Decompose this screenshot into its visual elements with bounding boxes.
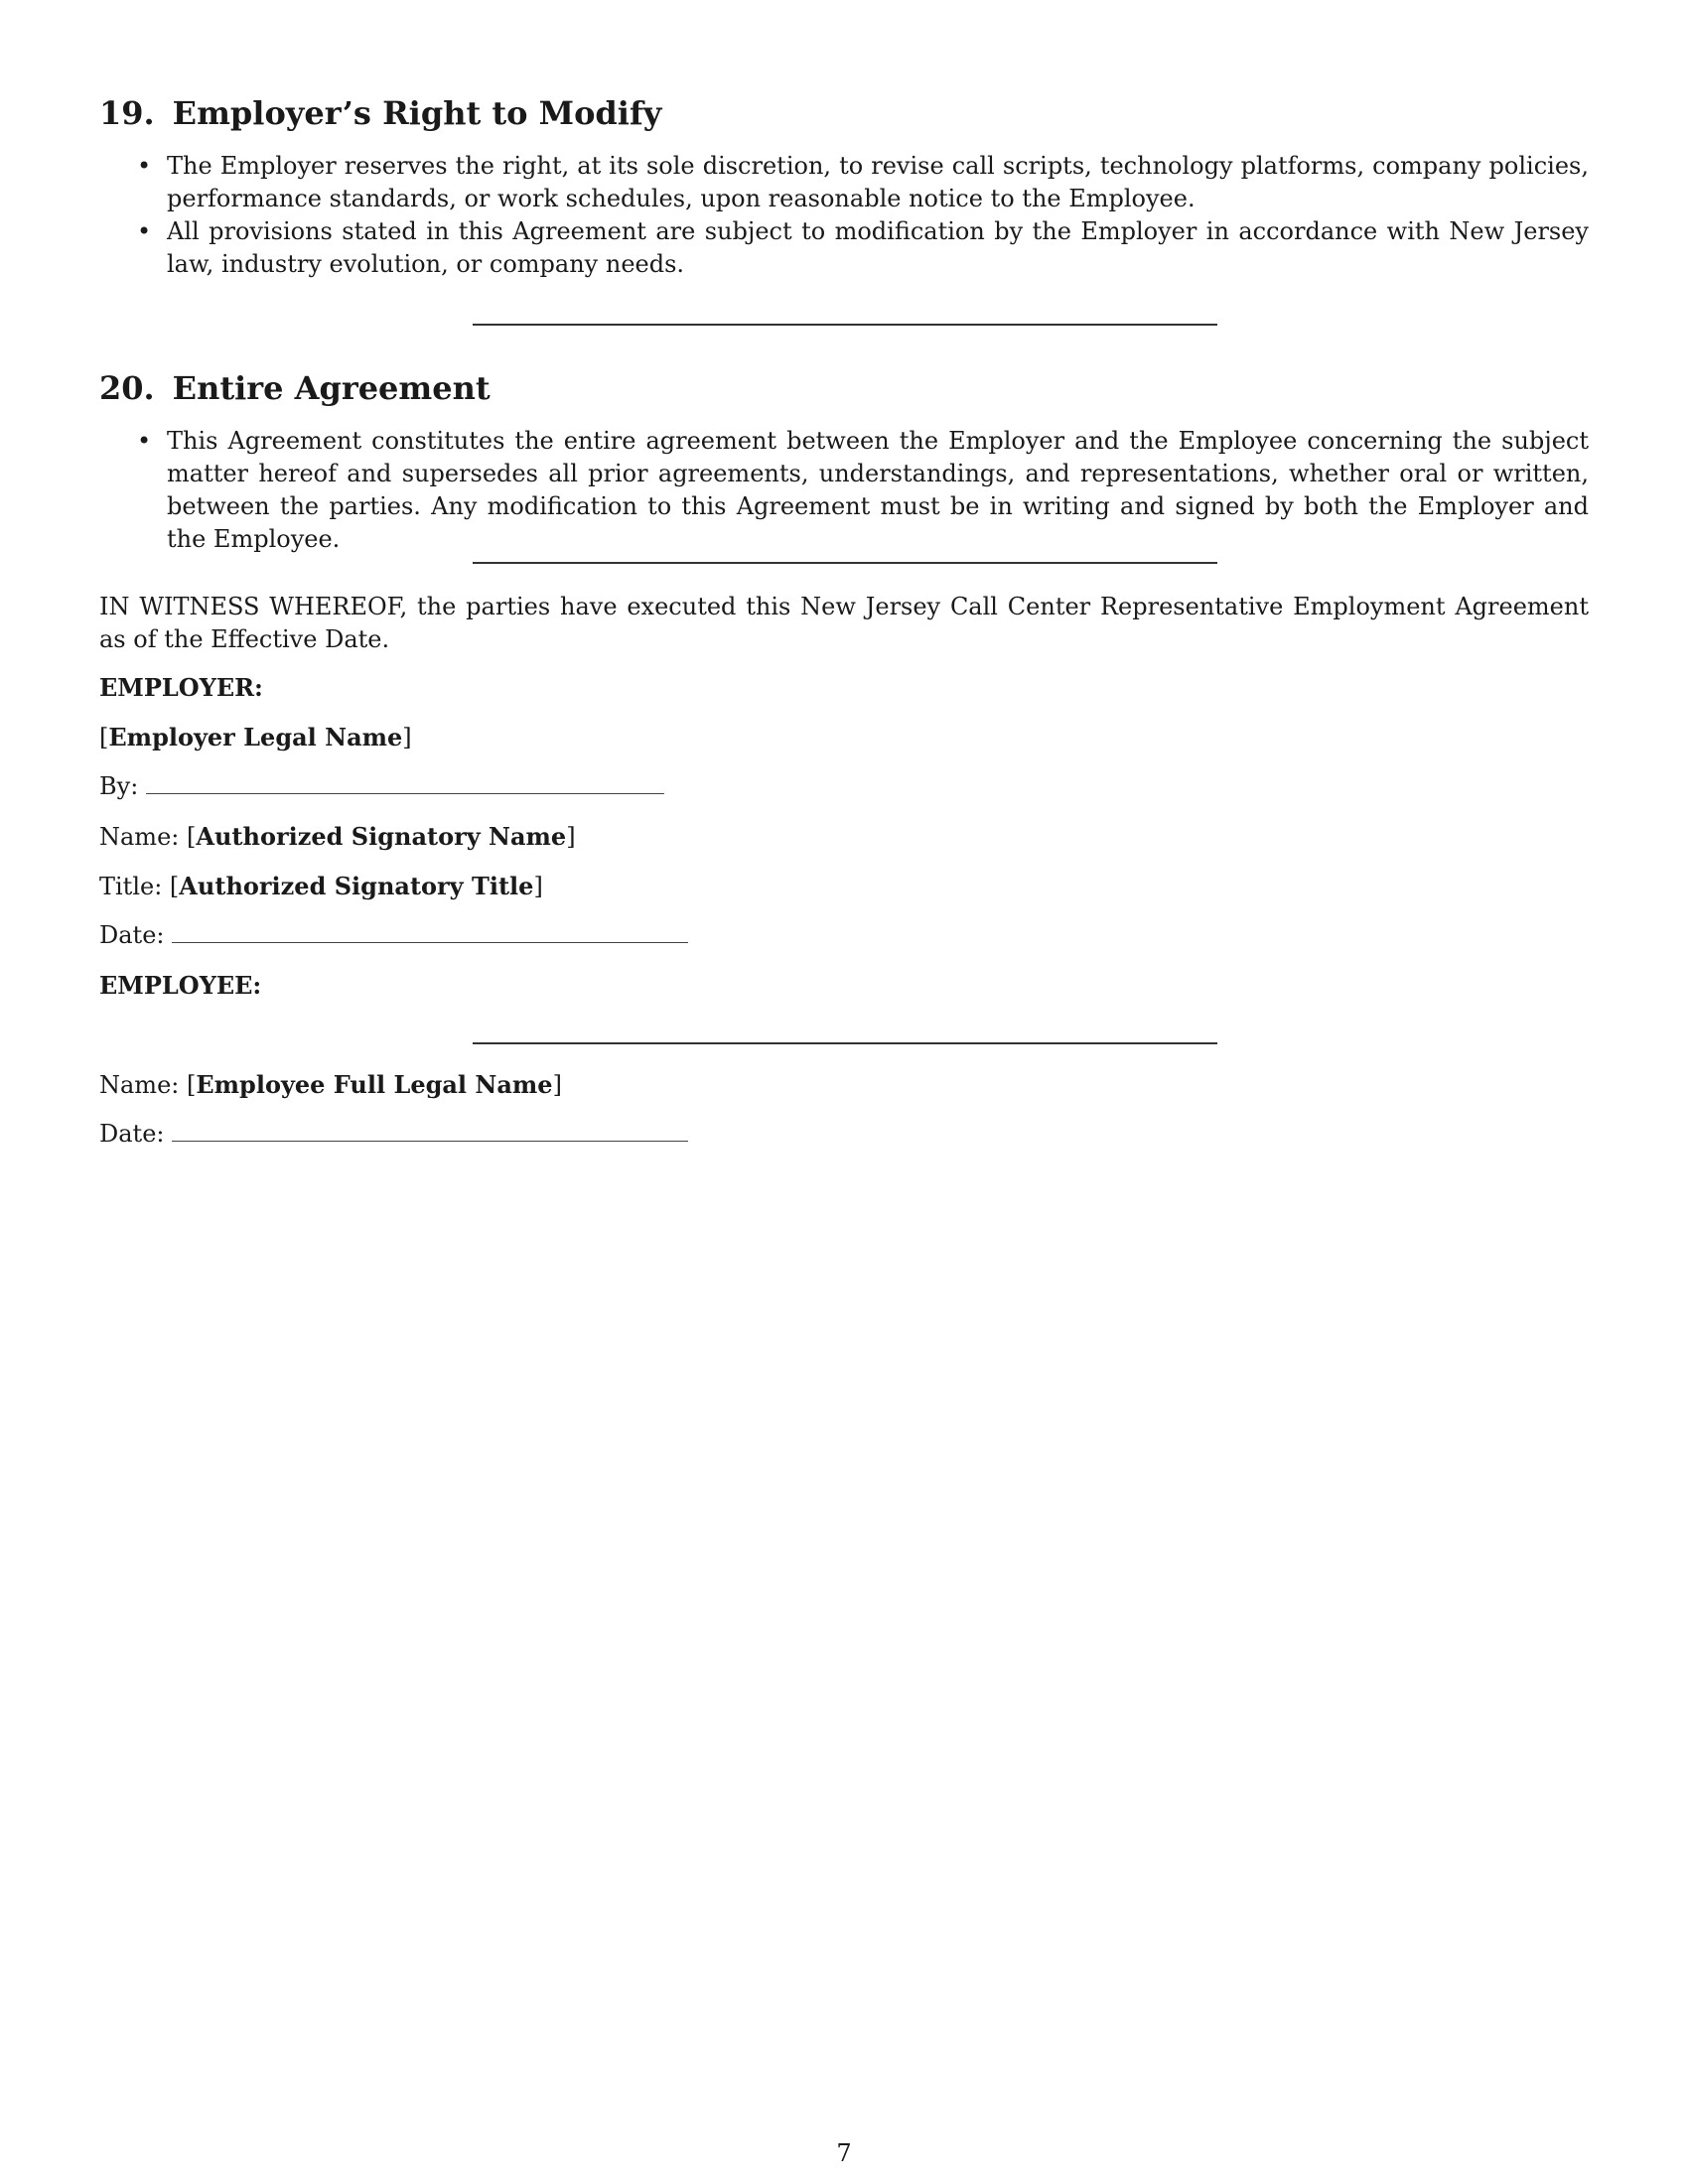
employee-name-line: Name: [Employee Full Legal Name] (99, 1070, 562, 1099)
document-page (99, 0, 1589, 2184)
employer-title-line: Title: [Authorized Signatory Title] (99, 872, 543, 900)
employee-signature-line[interactable] (473, 1042, 1217, 1044)
employer-legal-name-value: Employer Legal Name (108, 723, 403, 751)
employer-signature-field[interactable] (146, 773, 664, 794)
section-19-title: Employer’s Right to Modify (172, 94, 662, 132)
section-20-title: Entire Agreement (172, 369, 491, 407)
employer-title-label: Title: (99, 873, 163, 900)
bracket-close: ] (402, 724, 412, 751)
section-19-heading (99, 94, 661, 132)
section-19-bullets (99, 150, 1589, 281)
employee-heading: EMPLOYEE: (99, 971, 262, 1000)
section-20-bullets (99, 425, 1589, 556)
employee-date-line (99, 1118, 688, 1151)
section-20-heading (99, 369, 491, 407)
witness-clause: IN WITNESS WHEREOF, the parties have executed this New Jersey Call Center Representative Employment Agreement as of the Effective Date. (99, 593, 1589, 653)
section-divider (473, 562, 1217, 564)
section-20-number: 20. (99, 369, 155, 407)
list-item: • All provisions stated in this Agreement are subject to modification by the Employer in accordance with New Jersey law, industry evolution, or company needs. (99, 215, 1589, 281)
employer-date-field[interactable] (172, 922, 688, 943)
list-item: • This Agreement constitutes the entire agreement between the Employer and the Employee concerning the subject matter hereof and supersedes all prior agreements, understandings, and representations, whether oral or written, between the parties. Any modification to this Agreement must be in writing and signed by both the Employer and the Employee. (99, 425, 1589, 556)
employee-date-label: Date: (99, 1120, 165, 1148)
employer-by-label: By: (99, 772, 139, 800)
section-19-number: 19. (99, 94, 155, 132)
employee-name-value: Employee Full Legal Name (196, 1070, 553, 1099)
bracket-open: [ (99, 724, 109, 751)
employer-date-line (99, 919, 688, 952)
employer-title-value: Authorized Signatory Title (179, 872, 534, 900)
employer-by-line (99, 770, 664, 803)
employer-name-value: Authorized Signatory Name (196, 822, 567, 851)
employer-name-label: Name: (99, 823, 180, 851)
list-item: • The Employer reserves the right, at its sole discretion, to revise call scripts, technology platforms, company policies, performance standards, or work schedules, upon reasonable notice to the Employee. (99, 150, 1589, 215)
employer-legal-name (99, 721, 412, 754)
employer-heading: EMPLOYER: (99, 673, 263, 702)
employee-name-label: Name: (99, 1071, 180, 1099)
section-divider (473, 324, 1217, 326)
page-number: 7 (836, 2139, 852, 2167)
employer-name-line: Name: [Authorized Signatory Name] (99, 822, 576, 851)
employee-date-field[interactable] (172, 1121, 688, 1142)
employer-date-label: Date: (99, 921, 165, 949)
